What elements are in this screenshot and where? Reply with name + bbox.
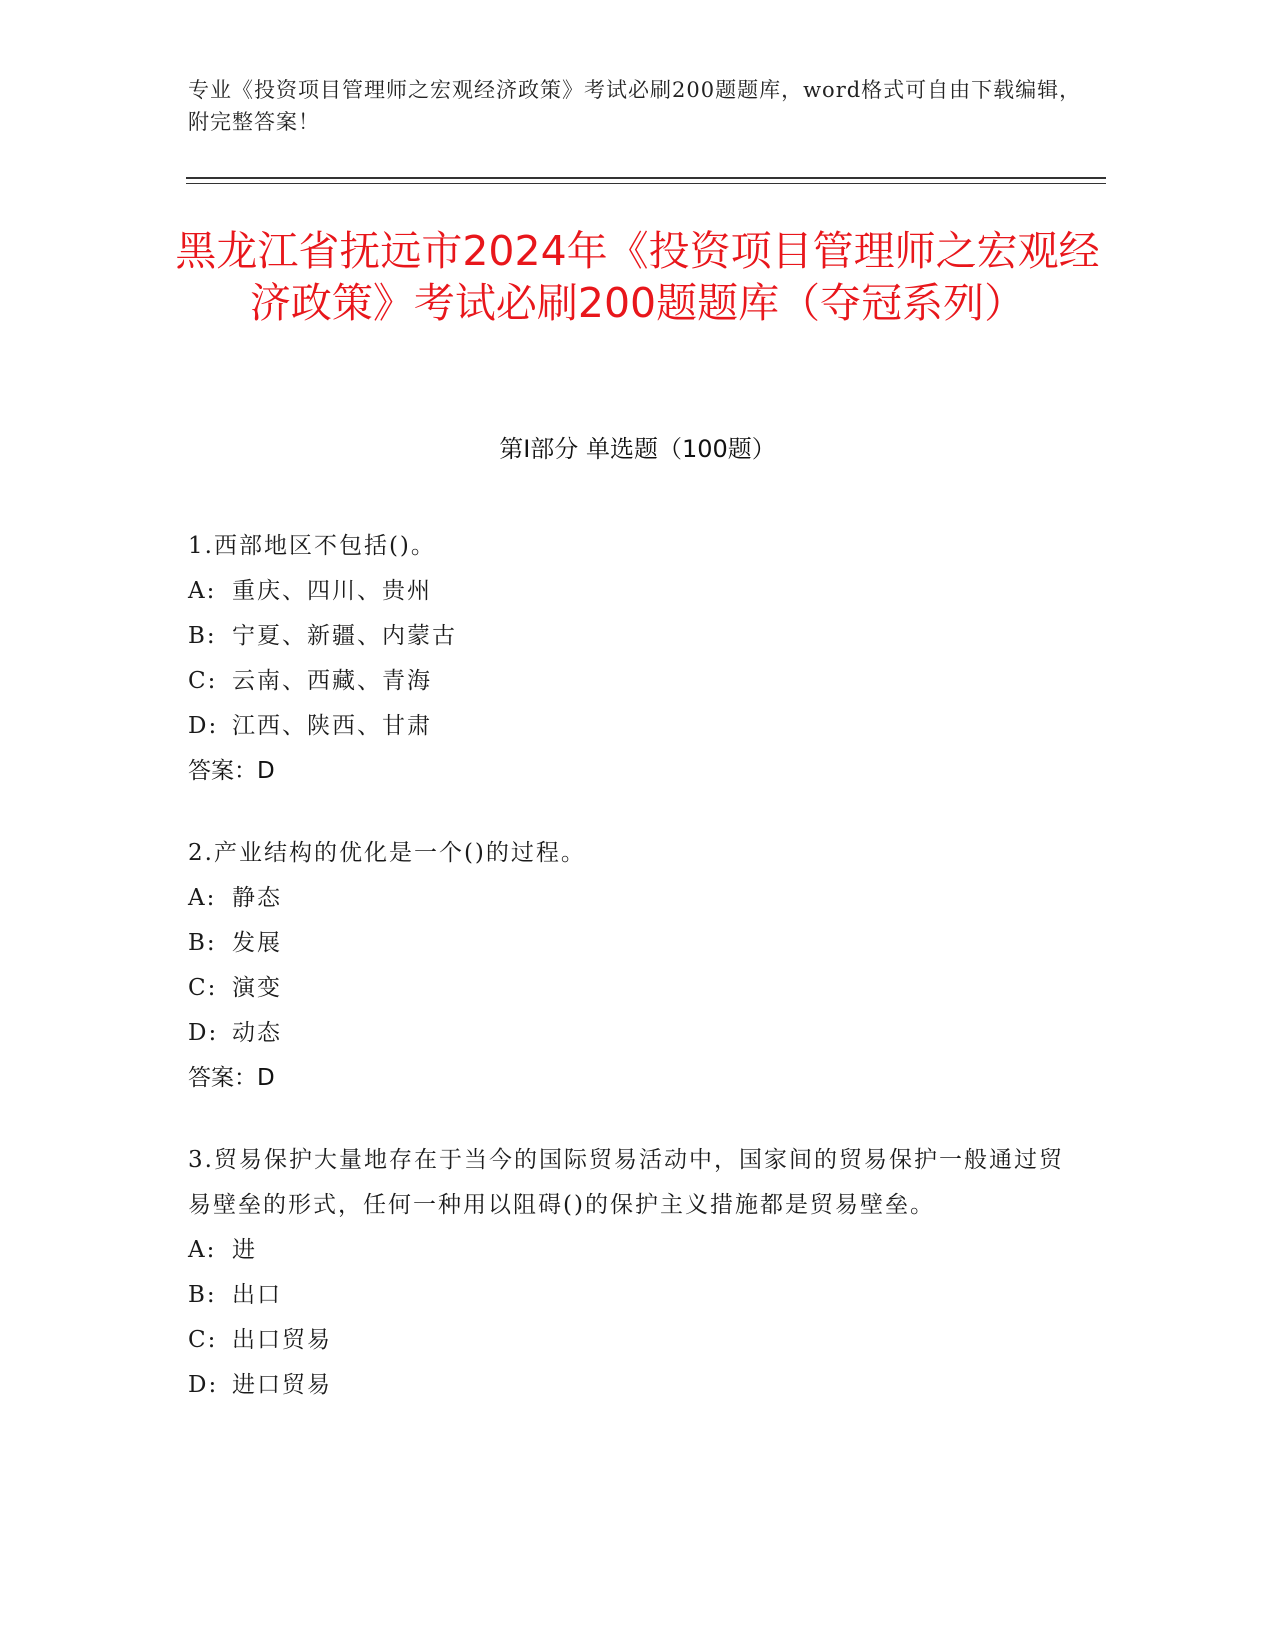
question-stem: 2.产业结构的优化是一个()的过程。 [188,840,586,866]
option-text: 演变 [232,975,282,1001]
option-text: 重庆、四川、贵州 [232,578,432,604]
option-key: B: [188,623,217,649]
answer-line: 答案：D [188,1065,275,1091]
answer-line: 答案：D [188,758,275,784]
question-2 [188,831,1068,1101]
option-key: A: [188,885,217,911]
option-key: B: [188,930,217,956]
option-key: D: [188,1020,219,1046]
option-d [188,704,1068,749]
question-stem: 1.西部地区不包括()。 [188,533,436,559]
option-a [188,876,1068,921]
option-c [188,659,1068,704]
option-text: 静态 [232,885,282,911]
section-heading: 第Ⅰ部分 单选题（100题） [499,435,776,463]
document-title: 黑龙江省抚远市2024年《投资项目管理师之宏观经济政策》考试必刷200题题库（夺冠系列） [175,227,1100,327]
option-key: C: [188,975,218,1001]
option-c [188,966,1068,1011]
question-3 [188,1138,1068,1408]
option-b [188,921,1068,966]
option-key: B: [188,1282,217,1308]
question-stem: 3.贸易保护大量地存在于当今的国际贸易活动中，国家间的贸易保护一般通过贸易壁垒的形式，任何一种用以阻碍()的保护主义措施都是贸易壁垒。 [188,1147,1064,1218]
option-text: 云南、西藏、青海 [232,668,432,694]
option-b [188,1273,1068,1318]
question-1 [188,524,1068,794]
option-text: 出口 [232,1282,282,1308]
option-a [188,569,1068,614]
option-text: 出口贸易 [232,1327,332,1353]
option-text: 发展 [232,930,282,956]
option-text: 进 [232,1237,257,1263]
option-d [188,1363,1068,1408]
option-c [188,1318,1068,1363]
option-key: C: [188,668,218,694]
option-text: 宁夏、新疆、内蒙古 [232,623,457,649]
option-key: D: [188,1372,219,1398]
header-note: 专业《投资项目管理师之宏观经济政策》考试必刷200题题库，word格式可自由下载编辑，附完整答案！ [188,78,1082,134]
option-key: D: [188,713,219,739]
option-b [188,614,1068,659]
header-rule-thin [186,183,1106,184]
option-key: A: [188,578,217,604]
option-text: 进口贸易 [232,1372,332,1398]
option-text: 江西、陕西、甘肃 [232,713,432,739]
option-key: A: [188,1237,217,1263]
question-list [188,524,1068,1445]
option-text: 动态 [232,1020,282,1046]
option-d [188,1011,1068,1056]
option-key: C: [188,1327,218,1353]
option-a [188,1228,1068,1273]
header-rule-thick [186,177,1106,179]
